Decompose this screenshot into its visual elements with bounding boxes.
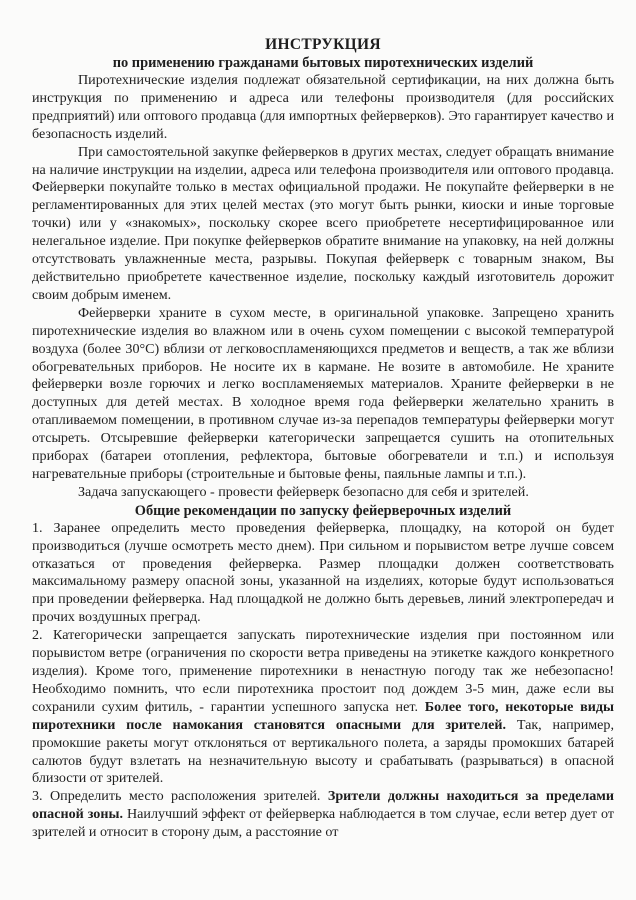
paragraph-purchase: При самостоятельной закупке фейерверков в других местах, следует обращать внимание на наличие инструкции на изделии, адреса или телефона производителя или оптового продавца. Фейерверки покупайте только в местах официальной продажи. Не покупайте фейерверки в не регламентированных для этих целей местах (это могут быть рынки, киоски и иные торговые точки) или у «знакомых», поскольку скорее всего приобретете несертифицированное или нелегальное изделие. При покупке фейерверков обратите внимание на упаковку, на ней должны отсутствовать увлажненные места, разрывы. Покупая фейерверк с товарным знаком, Вы действительно приобретете качественное изделие, поскольку каждый изготовитель дорожит своим добрым именем. bbox=[32, 143, 614, 303]
list-item-2 bbox=[32, 627, 614, 788]
section-title: Общие рекомендации по запуску фейерверочных изделий bbox=[134, 502, 512, 519]
list-item-3-text: 3. Определить место расположения зрителей. bbox=[32, 788, 321, 805]
paragraph-certification: Пиротехнические изделия подлежат обязательной сертификации, на них должна быть инструкция по применению и адреса или телефоны производителя (для российских предприятий) или оптового продавца (для импортных фейерверков). Это гарантирует качество и безопасность изделий. bbox=[32, 72, 614, 142]
list-item-3-text-cont: Наилучший эффект от фейерверка наблюдается в том случае, если ветер дует от зрителей и относит в сторону дым, а расстояние от bbox=[32, 806, 614, 841]
list-item-3-bold: Зрители должны находиться за пределами опасной зоны. bbox=[32, 788, 614, 823]
document-subtitle: по применению гражданами бытовых пиротехнических изделий bbox=[112, 55, 534, 71]
list-item-2-text-cont: Так, например, промокшие ракеты могут отклоняться от вертикального полета, а заряды промокших батарей салютов будут взлетать на незначительную высоту и срабатывать (разрываться) в опасной близости от зрителей. bbox=[32, 716, 614, 787]
document-title: ИНСТРУКЦИЯ bbox=[265, 36, 381, 53]
paragraph-storage: Фейерверки храните в сухом месте, в оригинальной упаковке. Запрещено хранить пиротехнические изделия во влажном или в очень сухом помещении с высокой температурой воздуха (более 30°С) вблизи от легковоспламеняющихся предметов и веществ, а так же вблизи обогревательных приборов. Не носите их в кармане. Не возите в автомобиле. Не храните фейерверки возле горючих и легко воспламеняемых материалов. Храните фейерверки в не доступных для детей местах. В холодное время года фейерверки желательно хранить в отапливаемом помещении, в противном случае из-за перепадов температуры фейерверки могут отсыреть. Отсыревшие фейерверки категорически запрещается сушить на отопительных приборах (батареи отопления, рефлектора, бытовые обогреватели и т.п.) и используя нагревательные приборы (строительные и бытовые фены, паяльные лампы и т.п.). bbox=[32, 304, 614, 482]
list-item-3 bbox=[32, 788, 614, 842]
list-item-1 bbox=[32, 520, 614, 627]
list-item-2-bold: Более того, некоторые виды пиротехники после намокания становятся опасными для зрителей. bbox=[32, 698, 614, 733]
list-item-1-text: 1. Заранее определить место проведения фейерверка, площадку, на которой он будет производиться (лучше осмотреть место днем). При сильном и порывистом ветре лучше совсем отказаться от проведения фейерверка. Размер площадки должен соответствовать максимальному размеру опасной зоны, указанной на изделиях, которые будут использоваться при проведении фейерверка. Над площадкой не должно быть деревьев, линий электропередач и прочих воздушных преград. bbox=[32, 519, 614, 626]
paragraph-task: Задача запускающего - провести фейерверк безопасно для себя и зрителей. bbox=[78, 483, 529, 500]
list-item-2-text: 2. Категорически запрещается запускать пиротехнические изделия при постоянном или порывистом ветре (ограничения по скорости ветра приведены на этикетке каждого конкретного изделия). Кроме того, применение пиротехники в ненастную погоду так же небезопасно! Необходимо помнить, что если пиротехника простоит под дождем 3-5 мин, даже если вы сохранили сухим фитиль, - гарантии успешного запуска нет. bbox=[32, 627, 614, 715]
